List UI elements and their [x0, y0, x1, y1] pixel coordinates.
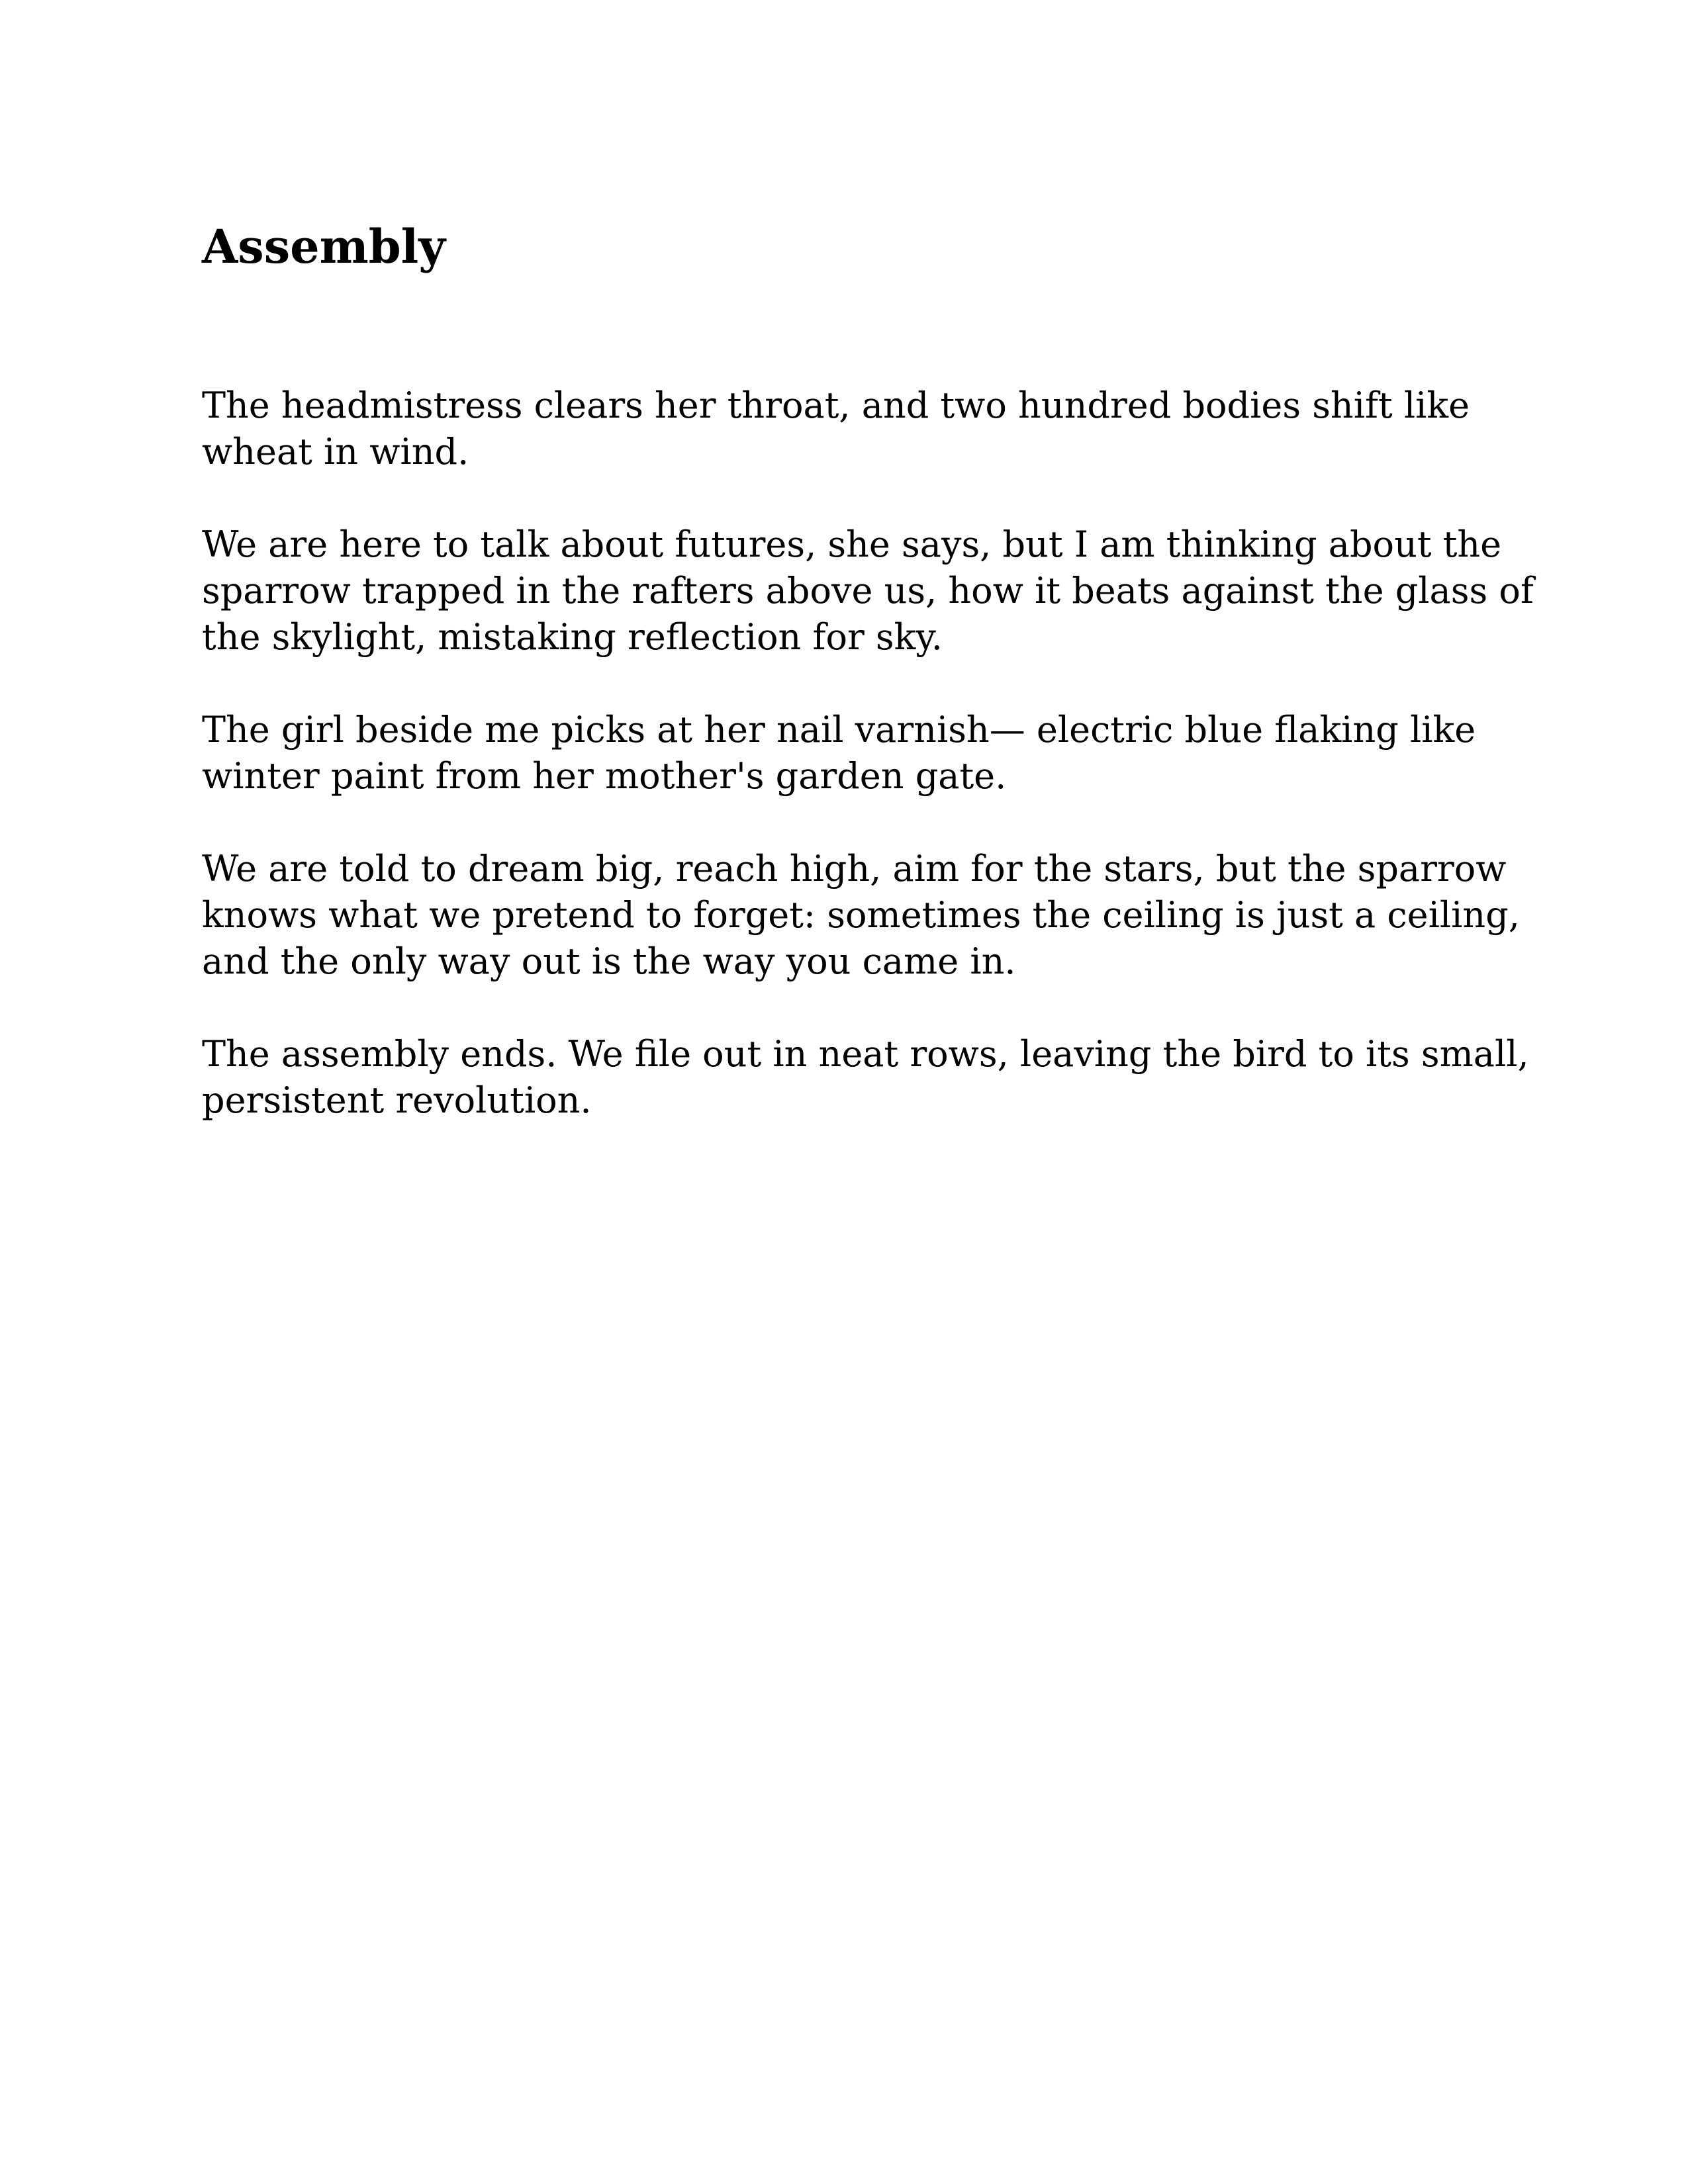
document-title: Assembly: [202, 219, 445, 274]
stanza-2: We are here to talk about futures, she says, but I am thinking about the sparrow trapped in the rafters above us, how it beats against the glass of the skylight, mistaking reflection for sky.: [202, 523, 1534, 658]
stanza-5: The assembly ends. We file out in neat rows, leaving the bird to its small, persistent revolution.: [202, 1033, 1529, 1121]
document-body: [202, 210, 1572, 1170]
stanza-4: We are told to dream big, reach high, aim for the stars, but the sparrow knows what we pretend to forget: sometimes the ceiling is just a ceiling, and the only way out is the way you came in.: [202, 848, 1520, 982]
poem: [202, 383, 1572, 1124]
stanza-3: The girl beside me picks at her nail varnish— electric blue flaking like winter paint from her mother's garden gate.: [202, 709, 1476, 797]
stanza-1: The headmistress clears her throat, and two hundred bodies shift like wheat in wind.: [202, 385, 1470, 473]
